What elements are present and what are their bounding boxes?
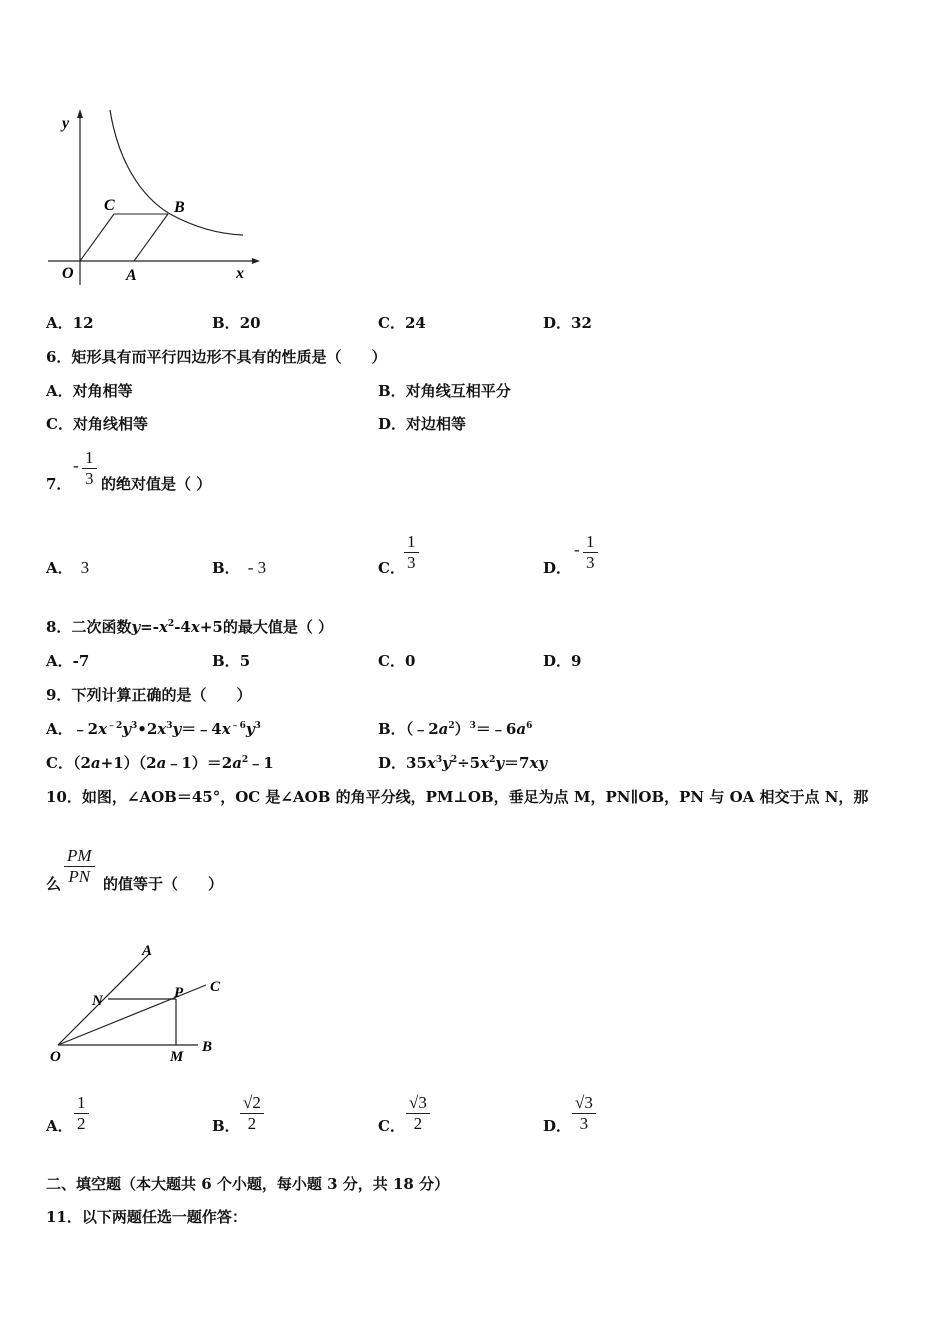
label-N: N xyxy=(92,993,103,1009)
q10-option-b-numerator: √2 xyxy=(243,1093,261,1112)
x-axis-arrow xyxy=(252,258,260,264)
q6-option-d[interactable]: D．对边相等 xyxy=(378,415,467,433)
q5-option-d[interactable]: D．32 xyxy=(543,314,592,332)
q10-option-d-denominator: 3 xyxy=(572,1113,596,1134)
q10-option-c-denominator: 2 xyxy=(406,1113,430,1134)
q7-option-c-denominator: 3 xyxy=(404,552,419,573)
q8-stem: 8．二次函数$y=-x^2-4x+5$的最大值是（ ） xyxy=(46,618,334,636)
label-O: O xyxy=(62,265,74,282)
q7-number: 7． xyxy=(46,475,72,493)
q10-option-b-label[interactable]: B． xyxy=(212,1117,240,1135)
q7-fraction-denominator: 3 xyxy=(82,468,97,489)
q7-option-c-numerator: 1 xyxy=(407,532,416,551)
label-A: A xyxy=(126,267,137,284)
q10-option-d-label[interactable]: D． xyxy=(543,1117,572,1135)
y-axis-arrow xyxy=(77,109,83,118)
q5-option-a[interactable]: A．12 xyxy=(46,314,94,332)
q10-option-d-fraction[interactable] xyxy=(572,1093,596,1134)
q7-option-d-denominator: 3 xyxy=(583,552,598,573)
label-O: O xyxy=(50,1049,61,1065)
segment-AB xyxy=(134,214,168,261)
q10-stem-prefix: 么 xyxy=(46,875,62,893)
q6-stem: 6．矩形具有而平行四边形不具有的性质是（ ） xyxy=(46,348,387,366)
q7-fraction xyxy=(82,448,97,489)
q10-ratio-denominator: PN xyxy=(64,866,95,887)
q9-stem: 9．下列计算正确的是（ ） xyxy=(46,686,252,704)
q7-option-c-fraction[interactable] xyxy=(404,532,419,573)
q10-stem: 10．如图，∠AOB＝45°，OC 是∠AOB 的角平分线，PM⊥OB，垂足为点 M，PN∥OB，PN 与 OA 相交于点 N，那 xyxy=(46,788,869,806)
q9-option-c[interactable]: C．$(2a+1)(2a﹣1)=2a^2﹣1$ xyxy=(46,754,274,772)
q10-option-a-denominator: 2 xyxy=(74,1113,89,1134)
q7-option-d-fraction[interactable] xyxy=(583,532,598,573)
q10-option-c-label[interactable]: C． xyxy=(378,1117,405,1135)
q7-option-b[interactable]: B． - 3 xyxy=(212,558,267,577)
q7-option-d-sign: - xyxy=(574,540,580,559)
q7-option-c-label[interactable]: C． xyxy=(378,559,405,577)
label-C: C xyxy=(210,979,221,995)
label-B: B xyxy=(174,199,185,216)
q10-stem-suffix: 的值等于（ ） xyxy=(103,875,224,893)
q10-ratio-numerator: PM xyxy=(67,846,92,865)
angle-bisector-figure xyxy=(40,935,240,1070)
label-B: B xyxy=(202,1039,213,1055)
label-P: P xyxy=(174,985,184,1001)
q8-option-c[interactable]: C．0 xyxy=(378,652,416,670)
q7-option-a[interactable]: A． 3 xyxy=(46,558,90,577)
q6-option-b[interactable]: B．对角线互相平分 xyxy=(378,382,511,400)
label-A: A xyxy=(142,943,153,959)
q5-option-c[interactable]: C．24 xyxy=(378,314,426,332)
label-x: x xyxy=(236,265,244,282)
hyperbola-figure xyxy=(40,100,270,300)
q10-ratio-fraction xyxy=(64,846,95,887)
label-y: y xyxy=(62,115,70,132)
q10-option-b-fraction[interactable] xyxy=(240,1093,264,1134)
q6-option-a[interactable]: A．对角相等 xyxy=(46,382,133,400)
q5-option-b[interactable]: B．20 xyxy=(212,314,261,332)
q10-option-a-label[interactable]: A． xyxy=(46,1117,73,1135)
q7-option-d-label[interactable]: D． xyxy=(543,559,572,577)
q8-option-a[interactable]: A．-7 xyxy=(46,652,90,670)
q7-text: 的绝对值是（ ） xyxy=(101,475,212,493)
q10-option-a-fraction[interactable] xyxy=(74,1093,89,1134)
segment-OC xyxy=(80,214,114,261)
q9-option-b[interactable]: B．$(﹣2a^2)^3=﹣6a^6$ xyxy=(378,720,533,738)
label-C: C xyxy=(104,197,115,214)
q10-option-c-numerator: √3 xyxy=(409,1093,427,1112)
hyperbola-curve xyxy=(110,110,243,235)
q10-option-a-numerator: 1 xyxy=(77,1093,86,1112)
label-M: M xyxy=(170,1049,184,1065)
q10-option-b-denominator: 2 xyxy=(240,1113,264,1134)
q10-option-c-fraction[interactable] xyxy=(406,1093,430,1134)
section-heading: 二、填空题（本大题共 6 个小题，每小题 3 分，共 18 分） xyxy=(46,1175,450,1193)
q8-option-b[interactable]: B．5 xyxy=(212,652,251,670)
ray-OC xyxy=(58,985,206,1045)
q7-fraction-numerator: 1 xyxy=(85,448,94,467)
q8-option-d[interactable]: D．9 xyxy=(543,652,582,670)
q6-option-c[interactable]: C．对角线相等 xyxy=(46,415,148,433)
q11-stem: 11．以下两题任选一题作答： xyxy=(46,1208,247,1226)
q9-option-a[interactable]: A．$﹣2x^{﹣2}y^3•2x^3y=﹣4x^{﹣6}y^3$ xyxy=(46,720,261,738)
q10-option-d-numerator: √3 xyxy=(575,1093,593,1112)
q7-option-d-numerator: 1 xyxy=(586,532,595,551)
q7-minus-sign: - xyxy=(73,456,79,475)
q9-option-d[interactable]: D．$35x^3y^2\div 5x^2y=7xy$ xyxy=(378,754,548,772)
